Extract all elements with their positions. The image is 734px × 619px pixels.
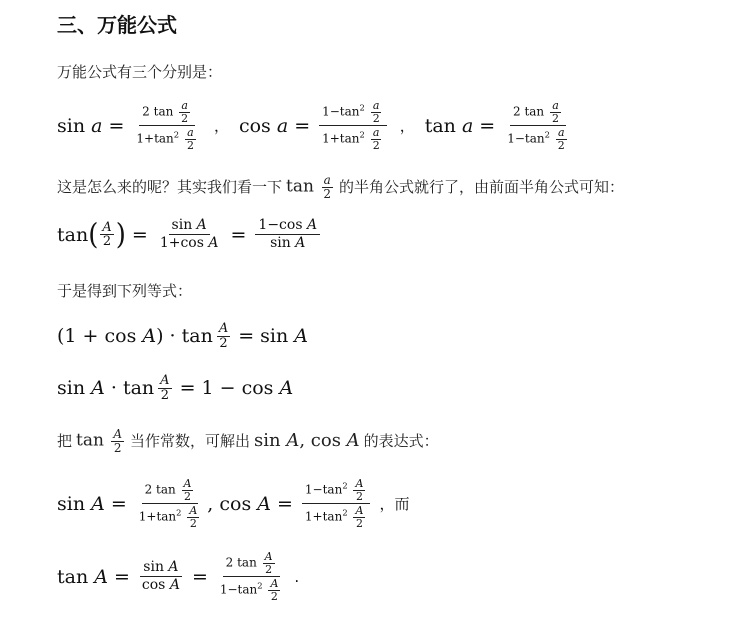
equation-one: (1 + cos A) · tan $\frac{A}{2}$ = sin A [57, 321, 308, 351]
tan-result-row: tan A = $\frac{\text{sin A}}{\text{cos A}}$ = 2 tan $\frac{A}{2}$ $1-\tan^2$ $\frac{A}{2}$ . [57, 550, 300, 603]
derivation-paragraph: 这是怎么来的呢？其实我们看一下 tan $\frac{a}{2}$ 的半角公式就行了，由前面半角公式可知： [57, 173, 624, 201]
section-heading: 三、万能公式 [57, 13, 177, 37]
intro-paragraph: 万能公式有三个分别是： [57, 63, 223, 81]
universal-formulas-row: sin a = 2 tan $\frac{a}{2}$ $1+\tan^2$ $\frac{a}{2}$ ， cos a = $1-\tan^2$ $\frac{a}{2}$ $1+\tan^2$ $\frac{a}{2}$ ， tan a = 2 tan $\frac{a}{2}$ $1-\tan^2$ $\frac{a}{2}$ [57, 100, 575, 151]
period: . [294, 567, 300, 586]
sin-a-fraction: 2 tan $\frac{a}{2}$ $1+\tan^2$ $\frac{a}{2}$ [136, 99, 194, 152]
er-connector: ，而 [379, 495, 410, 514]
solve-paragraph: 把 tan $\frac{A}{2}$ 当作常数，可解出 sin A, cos A 的表达式： [57, 427, 439, 455]
comma-separator: ， [213, 117, 229, 136]
equation-two: sin A · tan $\frac{A}{2}$ = 1 − cos A [57, 373, 294, 403]
sin-cos-result-row: sin A = 2 tan $\frac{A}{2}$ $1+\tan^2$ $\frac{A}{2}$ , cos A = $1-\tan^2$ $\frac{A}{2}$ $1+\tan^2$ $\frac{A}{2}$ ，而 [57, 477, 410, 530]
following-equations-label: 于是得到下列等式： [57, 282, 193, 300]
solve-text-p1: 把 [57, 432, 73, 451]
solve-text-p3: 的表达式： [363, 432, 439, 451]
solve-text-p2: 当作常数，可解出 [130, 432, 251, 451]
comma-separator: ， [399, 117, 415, 136]
tan-a-fraction: 2 tan $\frac{a}{2}$ $1-\tan^2$ $\frac{a}{2}$ [507, 99, 565, 152]
derivation-text-after: 的半角公式就行了，由前面半角公式可知： [338, 178, 624, 197]
cos-a-fraction: $1-\tan^2$ $\frac{a}{2}$ $1+\tan^2$ $\frac{a}{2}$ [319, 100, 387, 151]
derivation-text-before: 这是怎么来的呢？其实我们看一下 [57, 178, 283, 197]
half-angle-equation: tan ( $\frac{A}{2}$ ) = $\frac{\text{sin A}}{\text{1+cos A}}$ = $\frac{\text{1−cos A}}{\text{sin A}}$ [57, 218, 323, 252]
